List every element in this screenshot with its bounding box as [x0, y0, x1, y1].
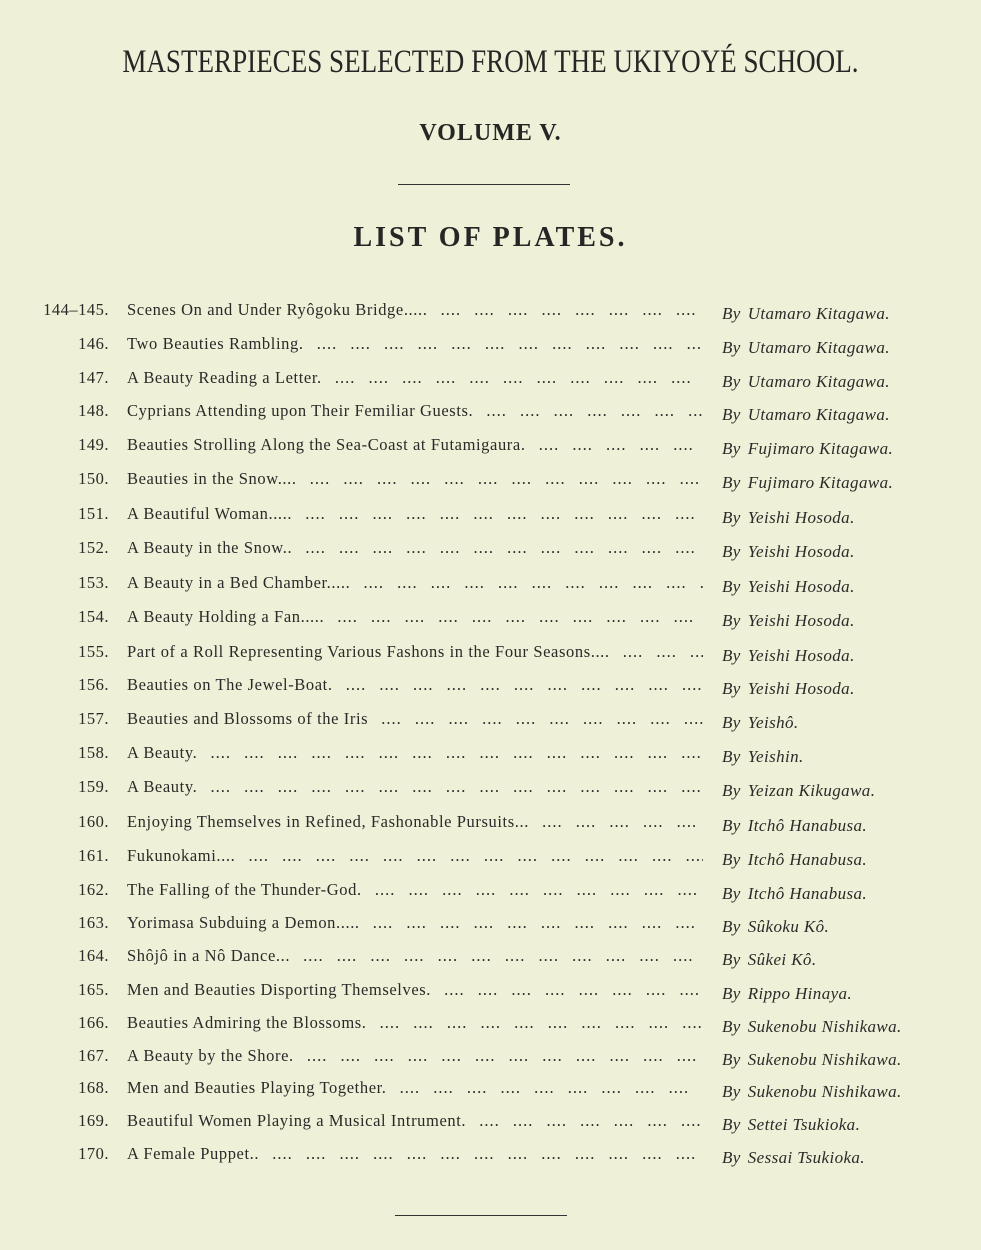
plate-title: A Female Puppet.. .... — [127, 1144, 703, 1164]
plate-number: 160. — [78, 812, 109, 831]
artist-name: Utamaro Kitagawa. — [747, 372, 890, 391]
plate-number: 168. — [78, 1078, 109, 1097]
list-item — [0, 777, 981, 807]
plate-artist — [722, 884, 867, 904]
plate-number: 170. — [78, 1144, 109, 1163]
artist-name: Sukenobu Nishikawa. — [747, 1050, 902, 1069]
plate-artist — [722, 816, 867, 836]
by-prefix: By — [722, 747, 741, 766]
plate-artist — [722, 850, 867, 870]
artist-name: Yeishi Hosoda. — [747, 508, 855, 527]
list-item — [0, 538, 981, 568]
plate-number: 154. — [78, 607, 109, 626]
list-item — [0, 812, 981, 842]
plate-artist — [722, 984, 852, 1004]
plate-artist — [722, 542, 855, 562]
plate-artist — [722, 508, 855, 528]
artist-name: Sessai Tsukioka. — [747, 1148, 865, 1167]
artist-name: Sûkei Kô. — [747, 950, 817, 969]
artist-name: Rippo Hinaya. — [747, 984, 853, 1003]
plate-artist — [722, 747, 804, 767]
artist-name: Utamaro Kitagawa. — [747, 338, 890, 357]
artist-name: Yeizan Kikugawa. — [747, 781, 876, 800]
by-prefix: By — [722, 1148, 741, 1167]
artist-name: Fujimaro Kitagawa. — [747, 439, 894, 458]
plate-number: 161. — [78, 846, 109, 865]
plate-title: Beauties and Blossoms of the Iris .... — [127, 709, 703, 729]
plate-title: A Beauty. .... — [127, 743, 703, 763]
plate-number: 155. — [78, 642, 109, 661]
by-prefix: By — [722, 338, 741, 357]
plate-artist — [722, 1148, 865, 1168]
plate-title: A Beauty Holding a Fan..... .... — [127, 607, 703, 627]
plate-artist — [722, 1017, 902, 1037]
list-item — [0, 469, 981, 499]
plate-artist — [722, 1082, 902, 1102]
by-prefix: By — [722, 781, 741, 800]
plate-title: A Beautiful Woman..... .... — [127, 504, 703, 524]
plate-number: 166. — [78, 1013, 109, 1032]
by-prefix: By — [722, 917, 741, 936]
artist-name: Sukenobu Nishikawa. — [747, 1017, 902, 1036]
by-prefix: By — [722, 372, 741, 391]
list-item — [0, 1144, 981, 1174]
plate-title: A Beauty by the Shore. .... — [127, 1046, 703, 1066]
plate-number: 164. — [78, 946, 109, 965]
by-prefix: By — [722, 713, 741, 732]
by-prefix: By — [722, 884, 741, 903]
plate-title: Men and Beauties Playing Together. .... — [127, 1078, 703, 1098]
list-item — [0, 1046, 981, 1076]
plate-title: Beauties Strolling Along the Sea-Coast at Futamigaura. .... — [127, 435, 703, 455]
volume-heading: VOLUME V. — [419, 120, 562, 146]
plate-artist — [722, 917, 829, 937]
list-item — [0, 709, 981, 739]
artist-name: Yeishô. — [747, 713, 799, 732]
plate-title: Enjoying Themselves in Refined, Fashonable Pursuits... .... — [127, 812, 703, 832]
plate-title: A Beauty in a Bed Chamber..... .... — [127, 573, 703, 593]
artist-name: Sukenobu Nishikawa. — [747, 1082, 902, 1101]
by-prefix: By — [722, 950, 741, 969]
by-prefix: By — [722, 611, 741, 630]
plate-number: 146. — [78, 334, 109, 353]
plate-title: A Beauty. .... — [127, 777, 703, 797]
list-item — [0, 573, 981, 603]
list-item — [0, 435, 981, 465]
plate-number: 153. — [78, 573, 109, 592]
list-item — [0, 368, 981, 398]
list-item — [0, 300, 981, 330]
plate-artist — [722, 713, 799, 733]
plate-title: A Beauty in the Snow.. .... — [127, 538, 703, 558]
plate-artist — [722, 1050, 902, 1070]
plate-title: Fukunokami.... .... — [127, 846, 703, 866]
list-item — [0, 743, 981, 773]
by-prefix: By — [722, 816, 741, 835]
by-prefix: By — [722, 542, 741, 561]
artist-name: Sûkoku Kô. — [747, 917, 830, 936]
plate-title: Beautiful Women Playing a Musical Intrument. .... — [127, 1111, 703, 1131]
plate-artist — [722, 473, 893, 493]
artist-name: Utamaro Kitagawa. — [747, 304, 890, 323]
plate-artist — [722, 1115, 860, 1135]
list-item — [0, 946, 981, 976]
list-item — [0, 607, 981, 637]
artist-name: Yeishi Hosoda. — [747, 542, 855, 561]
section-heading: LIST OF PLATES. — [353, 222, 628, 253]
plate-title: Beauties Admiring the Blossoms. .... — [127, 1013, 703, 1033]
by-prefix: By — [722, 304, 741, 323]
page-title: MASTERPIECES SELECTED FROM THE UKIYOYÉ SCHOOL. — [122, 44, 859, 80]
divider-bottom — [395, 1215, 567, 1216]
artist-name: Yeishin. — [747, 747, 804, 766]
plate-artist — [722, 950, 817, 970]
plate-artist — [722, 439, 893, 459]
plate-number: 163. — [78, 913, 109, 932]
list-item — [0, 1078, 981, 1108]
list-item — [0, 334, 981, 364]
plate-number: 148. — [78, 401, 109, 420]
plate-artist — [722, 611, 855, 631]
artist-name: Yeishi Hosoda. — [747, 646, 855, 665]
plate-title: The Falling of the Thunder-God. .... — [127, 880, 703, 900]
artist-name: Settei Tsukioka. — [747, 1115, 861, 1134]
list-item — [0, 1111, 981, 1141]
plate-number: 152. — [78, 538, 109, 557]
plate-title: Beauties on The Jewel-Boat. .... — [127, 675, 703, 695]
list-item — [0, 846, 981, 876]
by-prefix: By — [722, 405, 741, 424]
artist-name: Yeishi Hosoda. — [747, 611, 855, 630]
plate-number: 151. — [78, 504, 109, 523]
list-item — [0, 642, 981, 672]
plate-number: 147. — [78, 368, 109, 387]
by-prefix: By — [722, 679, 741, 698]
by-prefix: By — [722, 1115, 741, 1134]
plate-title: Cyprians Attending upon Their Femiliar Guests. .... — [127, 401, 703, 421]
plate-number: 149. — [78, 435, 109, 454]
artist-name: Itchô Hanabusa. — [747, 850, 868, 869]
list-item — [0, 675, 981, 705]
plate-artist — [722, 577, 855, 597]
plate-title: A Beauty Reading a Letter. .... — [127, 368, 703, 388]
artist-name: Yeishi Hosoda. — [747, 577, 855, 596]
list-item — [0, 401, 981, 431]
artist-name: Itchô Hanabusa. — [747, 816, 868, 835]
artist-name: Fujimaro Kitagawa. — [747, 473, 894, 492]
plate-artist — [722, 646, 855, 666]
plate-number: 165. — [78, 980, 109, 999]
by-prefix: By — [722, 439, 741, 458]
by-prefix: By — [722, 1050, 741, 1069]
by-prefix: By — [722, 646, 741, 665]
plate-artist — [722, 679, 855, 699]
plate-title: Shôjô in a Nô Dance... .... — [127, 946, 703, 966]
plate-number: 156. — [78, 675, 109, 694]
artist-name: Itchô Hanabusa. — [747, 884, 868, 903]
list-item — [0, 880, 981, 910]
list-item — [0, 980, 981, 1010]
plate-artist — [722, 338, 890, 358]
plate-number: 169. — [78, 1111, 109, 1130]
plate-title: Beauties in the Snow.... .... — [127, 469, 703, 489]
plate-number: 159. — [78, 777, 109, 796]
plate-title: Two Beauties Rambling. .... — [127, 334, 703, 354]
plate-number: 157. — [78, 709, 109, 728]
plate-title: Men and Beauties Disporting Themselves. .... — [127, 980, 703, 1000]
list-item — [0, 504, 981, 534]
by-prefix: By — [722, 1017, 741, 1036]
plate-artist — [722, 304, 890, 324]
plate-title: Part of a Roll Representing Various Fashons in the Four Seasons.... .... — [127, 642, 703, 662]
by-prefix: By — [722, 850, 741, 869]
plate-number: 162. — [78, 880, 109, 899]
by-prefix: By — [722, 1082, 741, 1101]
plate-number: 167. — [78, 1046, 109, 1065]
list-item — [0, 1013, 981, 1043]
plate-number: 158. — [78, 743, 109, 762]
by-prefix: By — [722, 577, 741, 596]
artist-name: Yeishi Hosoda. — [747, 679, 855, 698]
plate-number: 150. — [78, 469, 109, 488]
by-prefix: By — [722, 508, 741, 527]
plate-number: 144–145. — [43, 300, 109, 319]
by-prefix: By — [722, 984, 741, 1003]
plate-artist — [722, 781, 875, 801]
divider-top — [398, 184, 570, 185]
by-prefix: By — [722, 473, 741, 492]
plate-artist — [722, 405, 890, 425]
list-item — [0, 913, 981, 943]
plate-artist — [722, 372, 890, 392]
plate-title: Scenes On and Under Ryôgoku Bridge..... .... — [127, 300, 703, 320]
artist-name: Utamaro Kitagawa. — [747, 405, 890, 424]
plate-title: Yorimasa Subduing a Demon..... .... — [127, 913, 703, 933]
